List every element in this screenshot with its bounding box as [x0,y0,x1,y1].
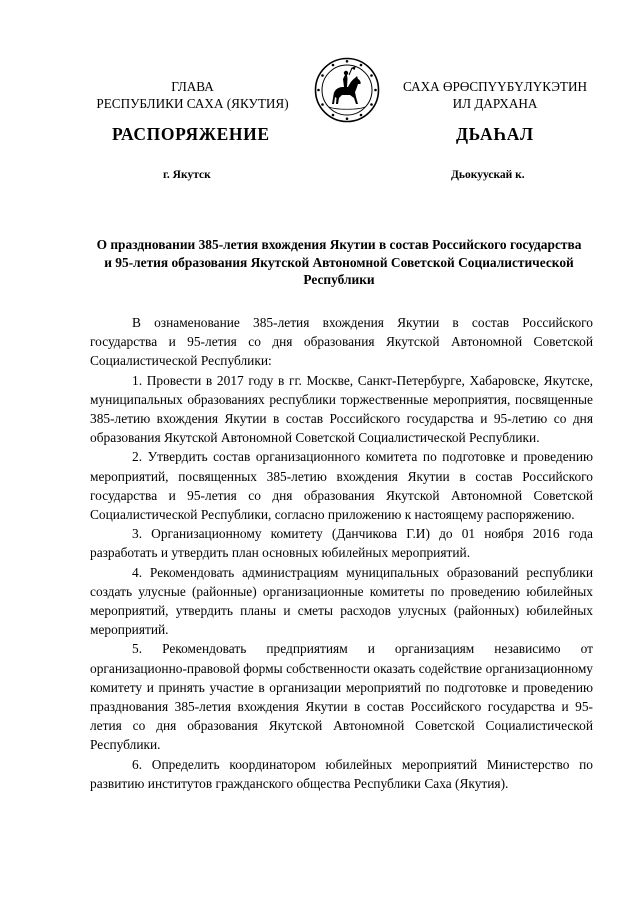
body-paragraph-item-1: 1. Провести в 2017 году в гг. Москве, Санкт-Петербурге, Хабаровске, Якутске, муниципальных образованиях республики торжественные мероприятия, посвященные 385-летию вхождения Якутии в состав Российского государства и 95-летию со дня образования Якутской Автономной Советской Социалистической Республики. [90,372,593,446]
header-left-line1: ГЛАВА [171,79,214,94]
document-body [90,313,593,793]
body-paragraph-item-3: 3. Организационному комитету (Данчикова Г.И) до 01 ноября 2016 года разработать и утвердить план основных юбилейных мероприятий. [90,526,593,561]
header-left [85,78,300,112]
document-type-sah: ДЬАҺАЛ [456,124,534,144]
body-paragraph-item-6: 6. Определить координатором юбилейных мероприятий Министерство по развитию институтов гражданского общества Республики Саха (Якутия). [90,756,593,791]
document-title: О праздновании 385-летия вхождения Якутии в состав Российского государства и 95-летия образования Якутской Автономной Советской Социалистической Республики [96,237,582,287]
coat-of-arms-emblem [314,57,380,123]
city-sah: Дьокуускай к. [451,169,525,181]
city-ru: г. Якутск [163,169,211,181]
document-type-ru: РАСПОРЯЖЕНИЕ [112,124,270,144]
header-right-line1: САХА ӨРӨСПҮҮБҮЛҮКЭТИН [402,79,588,94]
header-left-line2: РЕСПУБЛИКИ САХА (ЯКУТИЯ) [96,96,289,111]
header-right [385,78,605,112]
header-right-line2: ИЛ ДАРХАНА [452,96,538,111]
body-paragraph-item-2: 2. Утвердить состав организационного комитета по подготовке и проведению мероприятий, посвященных 385-летию вхождения Якутии в состав Российского государства и 95-летия со дня образования Якутской Автономной Советской Социалистической Республики, согласно приложению к настоящему распоряжению. [90,449,593,523]
body-paragraph-item-5: 5. Рекомендовать предприятиям и организациям независимо от организационно-правовой формы собственности оказать содействие организационному комитету и принять участие в организации мероприятий по подготовке и проведению празднования 385-летия вхождения Якутии в состав Российского государства и 95-летия со дня образования Якутской Автономной Советской Социалистической Республики. [90,641,593,753]
body-paragraph-item-4: 4. Рекомендовать администрациям муниципальных образований республики создать улусные (районные) организационные комитеты по проведению юбилейных мероприятий, утвердить планы и сметы расходов улусных (районных) юбилейных мероприятий. [90,564,593,638]
body-paragraph-preamble: В ознаменование 385-летия вхождения Якутии в состав Российского государства и 95-летия со дня образования Якутской Автономной Советской Социалистической Республики: [90,315,593,369]
